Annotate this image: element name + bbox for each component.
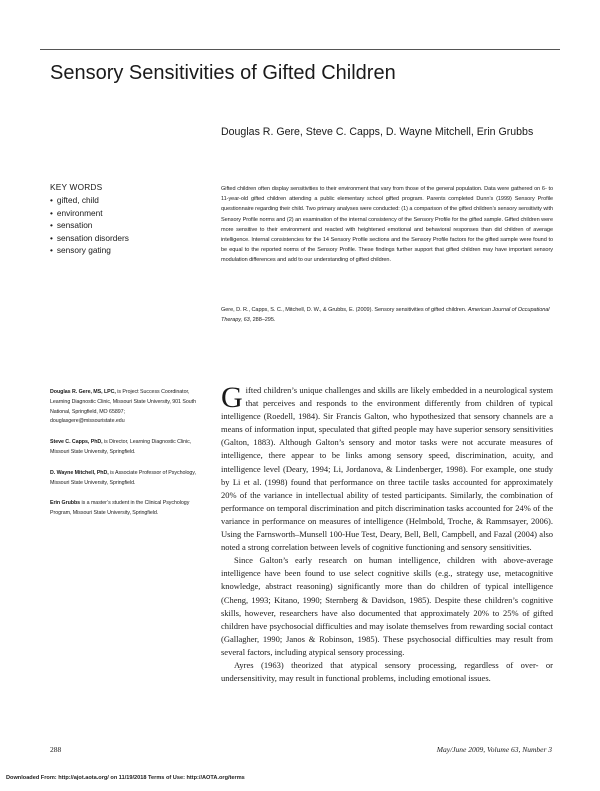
keyword-item: • sensation — [50, 219, 129, 232]
author-bio — [50, 438, 196, 458]
bio-name: Douglas R. Gere, MS, LPC, — [50, 389, 116, 395]
download-note: Downloaded From: http://ajot.aota.org/ on 11/19/2018 Terms of Use: http://AOTA.org/terms — [6, 775, 245, 781]
header-rule — [40, 49, 560, 50]
abstract: Gifted children often display sensitivities to their environment that vary from those of the general population. Data were gathered on 6- to 11-year-old gifted children attending a public elementary school gifted program. Parents completed Dunn’s (1999) Sensory Profile questionnaire regarding their child. Two primary analyses were conducted: (1) a comparison of the gifted children’s sensory sensitivity with Sensory Profile norms and (2) an examination of the internal consistency of the Sensory Profile for the gifted sample. Gifted children were more sensitive to their environment and reacted with heightened emotional and behavioral responses than did children of average intelligence. Internal consistencies for the 14 Sensory Profile sections and the Sensory Profile factors for the gifted sample were found to be equal to the reported norms of the Sensory Profile. These findings further support that gifted children may have important sensory modulation differences and add to our understanding of gifted children. — [221, 186, 553, 264]
paragraph-text: ifted children’s unique challenges and skills are likely embedded in a neurological system that perceives and responds to the environment differently from children of typical intelligence (Roedell, 1984). Sir Francis Galton, who hypothesized that sensory channels are a means of information input, speculated that gifted people may have superior sensory sensitivities (Galton, 1883). Although Galton’s sensory and motor tasks were not accurate measures of intelligence, there appear to be links among sensory speed, discrimination, acuity, and intelligence level (Deary, 1994; Li, Jordanova, & Lindenberger, 1998). For example, one study by Li et al. (1998) found that performance on three tactile tasks accounted for approximately 20% of the variance in intellectual ability of tested participants. Similarly, the combination of performance on temporal discrimination and pitch discrimination tasks accounted for 24% of the variance in performance on measures of intelligence (Helmbold, Troche, & Rammsayer, 2006). Using the Farnsworth–Munsell 100-Hue Test, Deary, Bell, Bell, Campbell, and Fazal (2004) also noted a strong correlation between levels of cognitive functioning and sensory sensitivities. — [221, 385, 553, 553]
body-paragraph — [221, 381, 553, 554]
bio-text: is Associate Professor of Psychology, Missouri State University, Springfield. — [50, 469, 196, 486]
article-title: Sensory Sensitivities of Gifted Children — [50, 62, 396, 84]
keywords-box — [50, 182, 129, 257]
body-paragraph: Ayres (1963) theorized that atypical sensory processing, regardless of over- or undersensitivity, may result in functional problems, including emotional issues. — [221, 659, 553, 684]
citation-main: Gere, D. R., Capps, S. C., Mitchell, D. W., & Grubbs, E. (2009). Sensory sensitivities of gifted children. — [221, 307, 468, 313]
keyword-item: • gifted, child — [50, 194, 129, 207]
author-list: Douglas R. Gere, Steve C. Capps, D. Wayne Mitchell, Erin Grubbs — [221, 126, 534, 138]
citation-journal: American Journal of Occupational Therapy, 63 — [221, 307, 550, 324]
author-bios — [50, 388, 196, 530]
keywords-heading: KEY WORDS — [50, 182, 103, 192]
bio-text: is a master’s student in the Clinical Psychology Program, Missouri State University, Springfield. — [50, 500, 190, 517]
bio-text: is Director, Learning Diagnostic Clinic, Missouri State University, Springfield. — [50, 439, 192, 455]
keywords-list — [50, 194, 129, 257]
page-number: 288 — [50, 745, 62, 754]
citation-pages: , 288–295. — [249, 317, 276, 324]
body-paragraph: Since Galton’s early research on human intelligence, children with above-average intelligence have been found to use select cognitive skills (e.g., strategy use, metacognitive knowledge, abstract reasoning) significantly more than do children of typical intelligence (Cheng, 1993; Kitano, 1990; Sternberg & Davidson, 1985). Despite these children’s cognitive skills, however, researchers have also documented that approximately 20% to 25% of gifted children have psychosocial difficulties and may isolate themselves from rewarding social contact (Gallagher, 1990; Janos & Robinson, 1985). These psychosocial difficulties may result from several factors, including atypical sensory processing. — [221, 555, 553, 657]
bio-name: Steve C. Capps, PhD, — [50, 439, 103, 446]
article-body — [221, 381, 553, 685]
journal-issue: May/June 2009, Volume 63, Number 3 — [436, 745, 552, 754]
keyword-item: • environment — [50, 207, 129, 220]
bio-name: D. Wayne Mitchell, PhD, — [50, 469, 109, 476]
bio-text: is Project Success Coordinator, Learning Diagnostic Clinic, Missouri State University, 901 South National, Springfield, MO 65897; douglasgere@missouristate.edu — [50, 389, 196, 425]
drop-cap: G — [221, 381, 243, 414]
author-bio — [50, 469, 196, 489]
bio-name: Erin Grubbs — [50, 500, 81, 507]
citation — [221, 305, 551, 325]
keyword-item: • sensory gating — [50, 244, 129, 257]
author-bio — [50, 388, 196, 427]
author-bio — [50, 499, 196, 519]
keyword-item: • sensation disorders — [50, 232, 129, 245]
